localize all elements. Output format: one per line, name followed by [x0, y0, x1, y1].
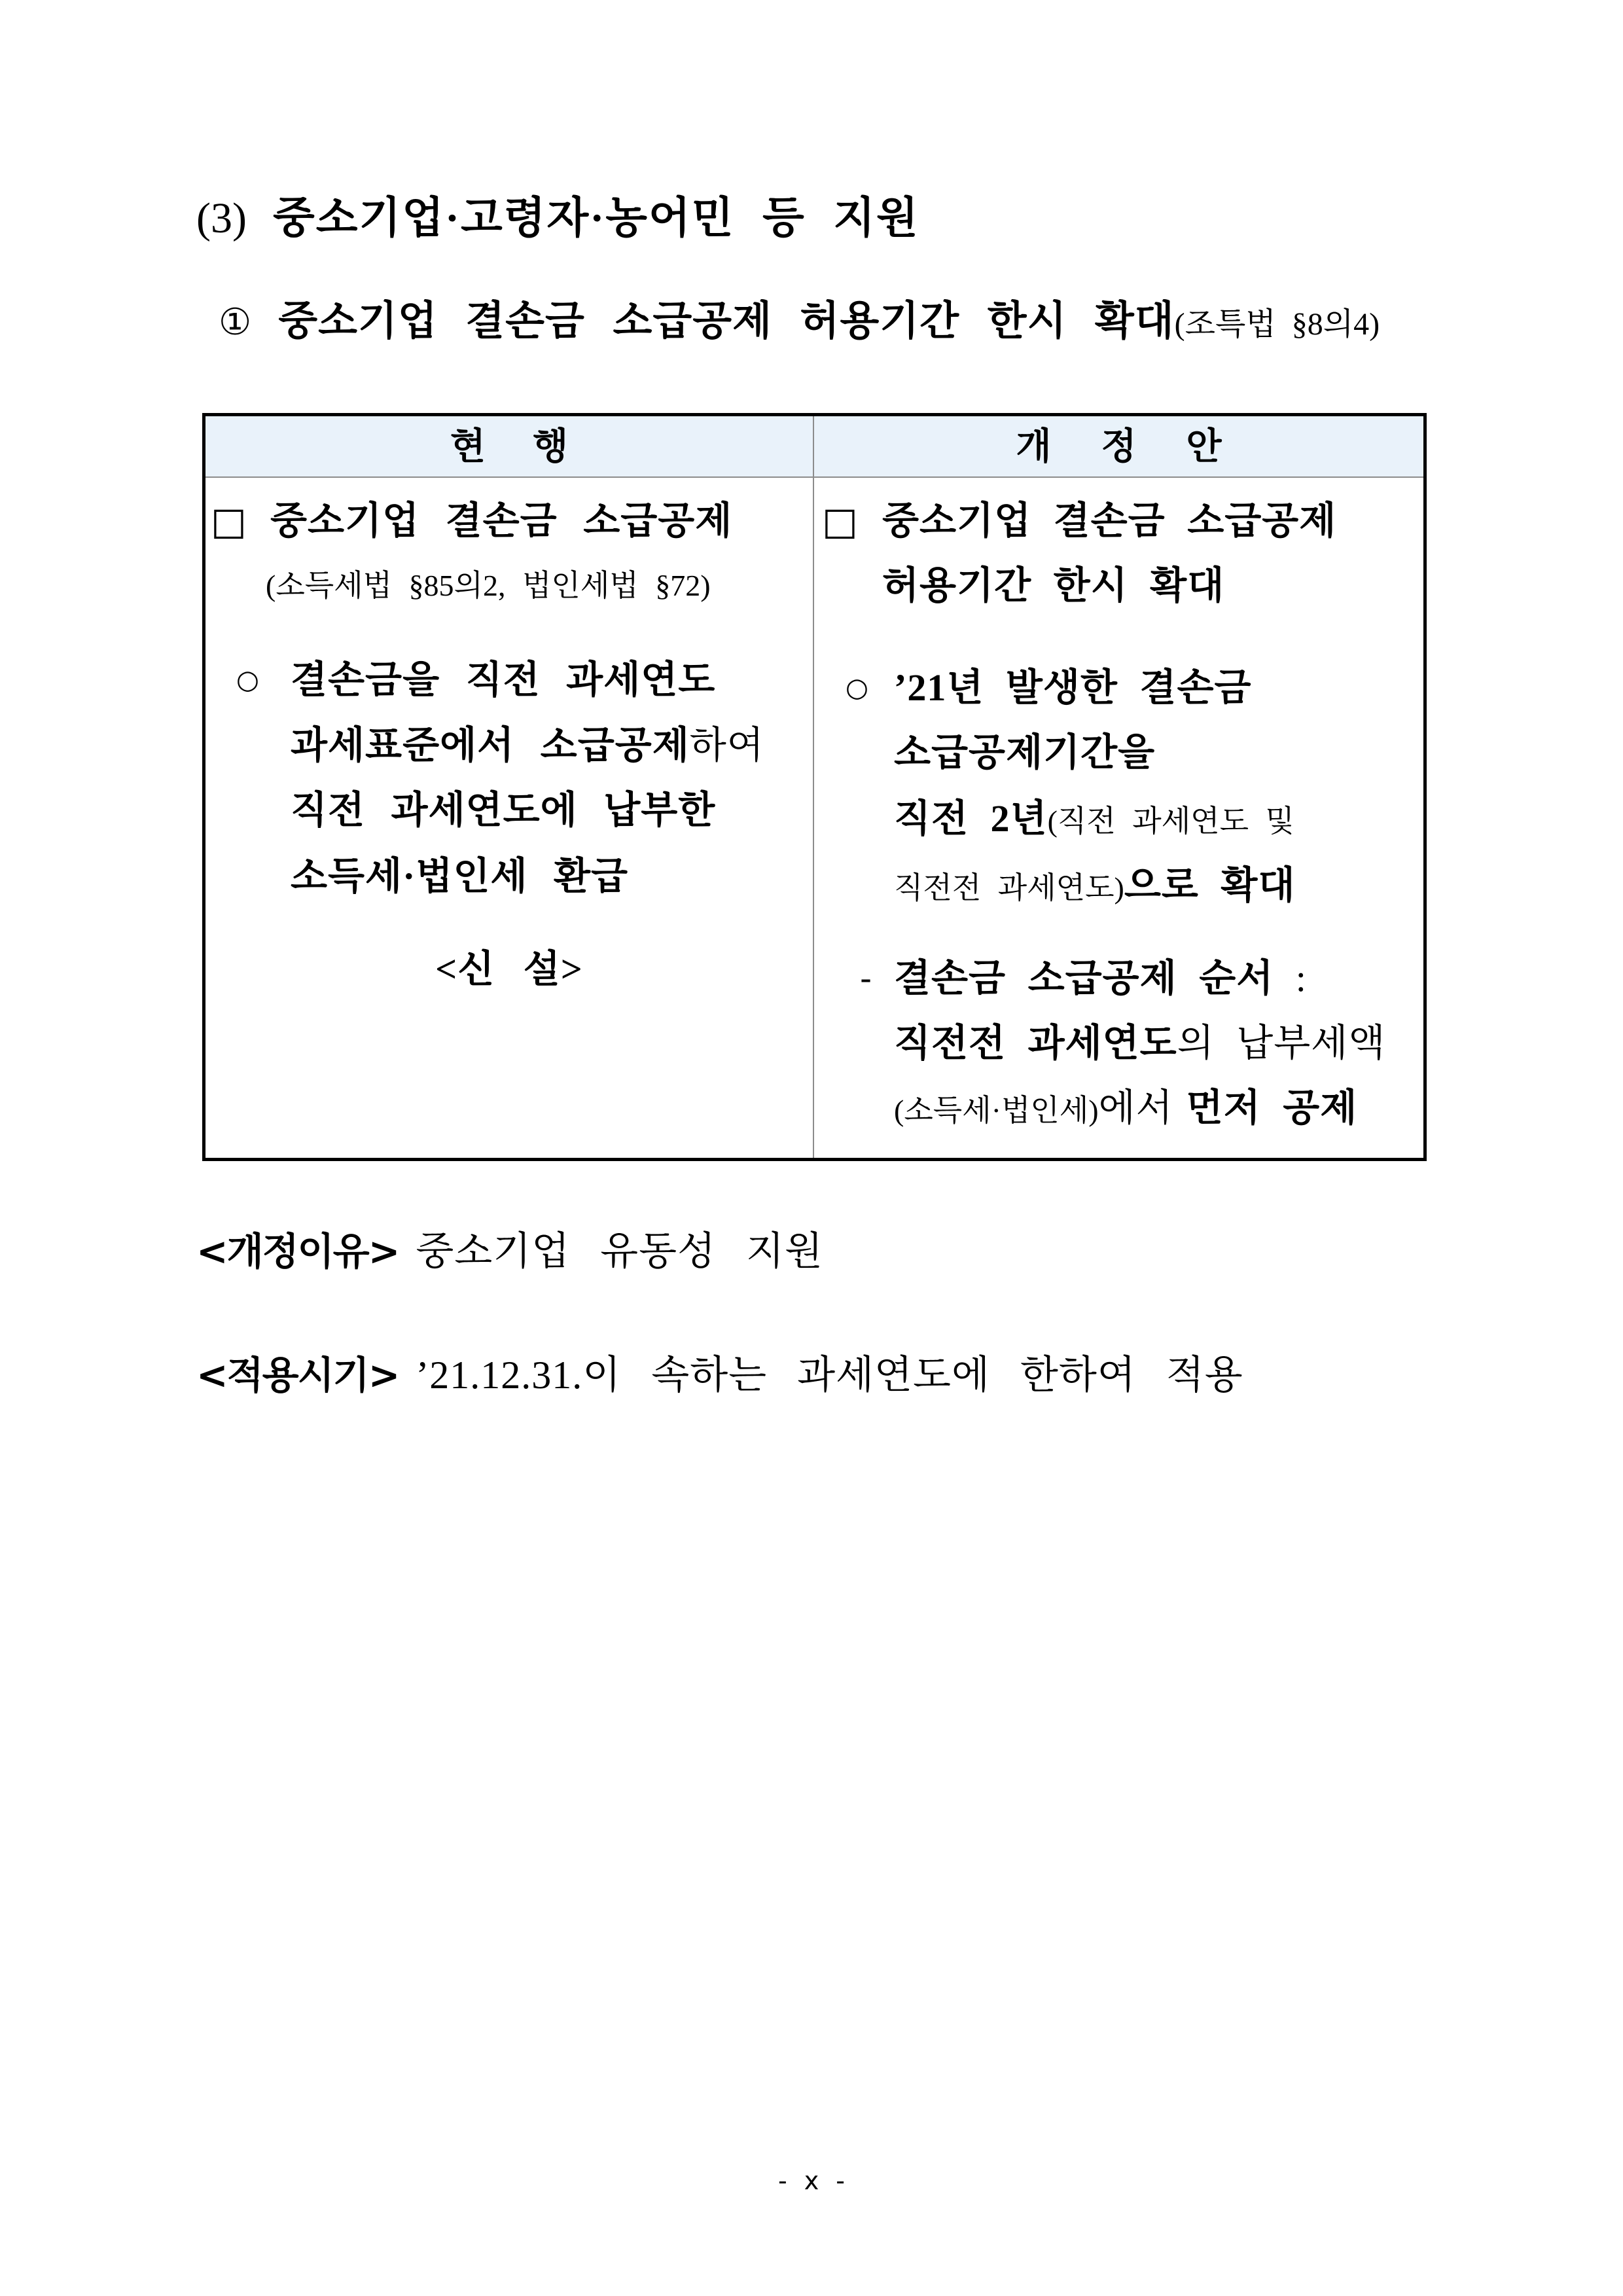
parenthetical-text: (소득세·법인세) — [894, 1094, 1099, 1127]
item-title: 중소기업 결손금 소급공제 허용기간 한시 확대 — [278, 299, 1175, 344]
current-column — [205, 416, 813, 1158]
proposed-dash-line — [894, 1082, 1357, 1134]
emphasized-text: 직전 2년 — [894, 797, 1048, 840]
current-bullet-line — [291, 784, 715, 836]
proposed-bullet-line — [894, 793, 1294, 845]
emphasized-text: 직전전 과세연도 — [894, 1022, 1177, 1064]
current-bullet-line — [291, 654, 715, 706]
current-title: 중소기업 결손금 소급공제 — [270, 499, 733, 542]
revision-reason — [196, 1225, 823, 1278]
current-bullet-line — [291, 719, 764, 772]
proposed-title-line: 중소기업 결손금 소급공제 — [882, 499, 1337, 542]
new-provision-note: <신 설> — [435, 948, 583, 990]
emphasized-text: 으로 확대 — [1124, 864, 1296, 906]
line-text: 소득세·법인세 환급 — [291, 855, 629, 897]
proposed-bullet-line — [894, 859, 1296, 912]
proposed-column — [814, 416, 1423, 1158]
parenthetical-text: 직전전 과세연도) — [894, 871, 1124, 905]
circle-bullet-icon: ○ — [846, 673, 868, 703]
header-current: 현 행 — [450, 427, 569, 467]
parenthetical-text: (직전 과세연도 및 — [1047, 804, 1294, 838]
proposed-dash-line — [894, 952, 1307, 1005]
checkbox-marker-icon: □ — [822, 499, 858, 543]
dash-bullet-icon: - — [860, 960, 872, 997]
line-text: 에서 — [1098, 1086, 1173, 1129]
page-number: - x - — [777, 2166, 846, 2195]
line-text: 의 납부세액 — [1177, 1022, 1386, 1064]
line-text: 직전 과세연도에 납부한 — [291, 789, 716, 831]
effective-date — [196, 1349, 1243, 1401]
emphasized-text: 과세표준에서 소급공제 — [291, 724, 690, 766]
line-text: 소급공제기간을 — [894, 731, 1156, 774]
current-law-reference: (소득세법 §85의2, 법인세법 §72) — [266, 569, 711, 602]
proposed-dash-line — [894, 1017, 1385, 1069]
section-heading — [196, 190, 919, 247]
current-bullet-line — [291, 850, 628, 903]
comparison-table — [202, 413, 1427, 1161]
emphasized-text: 결손금 소급공제 순서 — [894, 957, 1274, 999]
emphasized-text: 먼저 공제 — [1186, 1086, 1358, 1129]
proposed-title-line: 허용기간 한시 확대 — [882, 564, 1225, 607]
line-text: ’21년 발생한 결손금 — [894, 666, 1252, 709]
item-heading — [219, 293, 1380, 350]
proposed-bullet-line — [894, 726, 1155, 779]
revision-reason-label: <개정이유> — [196, 1229, 399, 1274]
revision-reason-text: 중소기업 유동성 지원 — [416, 1230, 823, 1273]
colon-text: : — [1295, 957, 1307, 999]
effective-date-label: <적용시기> — [196, 1353, 399, 1397]
line-text: 하여 — [689, 724, 764, 766]
effective-date-text: ’21.12.31.이 속하는 과세연도에 한하여 적용 — [416, 1354, 1243, 1397]
item-law-reference: (조특법 §8의4) — [1174, 307, 1380, 342]
circle-bullet-icon: ○ — [236, 665, 259, 695]
header-proposed: 개 정 안 — [1016, 427, 1222, 467]
section-number: (3) — [196, 194, 247, 242]
section-title: 중소기업·고령자·농어민 등 지원 — [272, 194, 919, 242]
proposed-bullet-line — [894, 662, 1252, 714]
circled-number-marker: ① — [219, 301, 253, 344]
line-text: 결손금을 직전 과세연도 — [291, 658, 716, 701]
checkbox-marker-icon: □ — [211, 499, 247, 543]
